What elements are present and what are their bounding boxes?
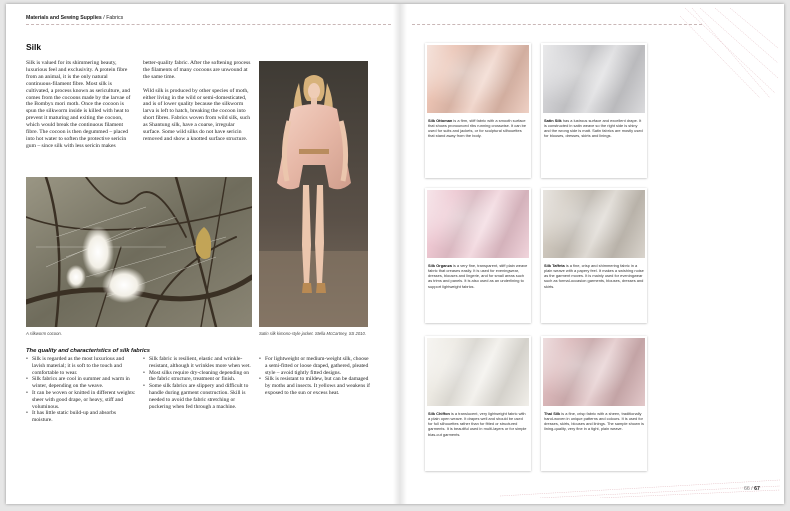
fabric-card-thai-silk bbox=[541, 336, 647, 471]
intro-paragraph-3: Wild silk is produced by other species of moth, either living in the wild or semi-domesticated, and is of lower quality because the silkworm larva is left to hatch, breaking the cocoon into short fibres. Fabrics woven from wild silk, such as Shantung silk, have a coarse, irregular surface. Some wild silks do not have sericin removed and show a knotted surface structure. bbox=[143, 87, 251, 142]
fabric-swatch bbox=[427, 190, 529, 258]
fabric-text: is a firm, stiff fabric with a smooth surface that shows pronounced ribs running crosswise. It can be used for suits and jackets, or for sculptural silhouettes that stand away from the body. bbox=[428, 118, 527, 139]
list-item: • Silk fabric is resilient, elastic and wrinkle-resistant, although it wrinkles more when wet. bbox=[143, 356, 257, 370]
fabric-text: has a lustrous surface and excellent drape. It is constructed in satin weave so the right side is shiny and the wrong side is matt. Satin fabrics are mostly used for blouses, dresses, skirts and linings. bbox=[544, 118, 643, 139]
decorative-lines-bottom bbox=[500, 478, 780, 498]
fabric-description bbox=[544, 411, 644, 432]
fabric-name: Satin Silk bbox=[544, 118, 562, 123]
page-title: Silk bbox=[26, 42, 42, 52]
intro-column-1 bbox=[26, 60, 131, 150]
fabric-swatch bbox=[543, 45, 645, 113]
fabric-swatch bbox=[427, 338, 529, 406]
fabric-text: is a fine, crisp and shimmering fabric in a plain weave with a papery feel. It makes a swishing noise as the garment moves. It is mainly used for eveningwear such as formal-occasion garments, blouses, dresses and skirts. bbox=[544, 263, 644, 289]
fabric-name: Silk Chiffon bbox=[428, 411, 450, 416]
list-item: • Silk is resistant to mildew, but can be damaged by moths and insects. It yellows and weakens if exposed to the sun or excess heat. bbox=[259, 376, 371, 396]
book-gutter bbox=[393, 4, 407, 504]
fabric-swatch bbox=[543, 190, 645, 258]
page-numbers bbox=[744, 486, 760, 492]
fabric-name: Silk Organza bbox=[428, 263, 452, 268]
caption-runway: Satin silk kimono-style jacket. Stella McCartney, SS 2010. bbox=[259, 331, 366, 336]
fabric-description bbox=[428, 263, 528, 289]
fabric-swatch bbox=[543, 338, 645, 406]
running-head-section: Materials and Sewing Supplies bbox=[26, 15, 102, 21]
qualities-list-1 bbox=[26, 356, 136, 424]
silkworm-cocoon-photo bbox=[26, 177, 252, 327]
fabric-name: Silk Taffeta bbox=[544, 263, 565, 268]
header-rule-right bbox=[412, 24, 702, 25]
fabric-swatch bbox=[427, 45, 529, 113]
list-item: • It has little static build-up and absorbs moisture. bbox=[26, 410, 136, 424]
fabric-card-satin-silk bbox=[541, 43, 647, 178]
intro-paragraph-1: Silk is valued for its shimmering beauty, luxurious feel and exclusivity. A protein fibre from an animal, it is the only natural continuous-filament fibre. Most silk is cultivated, a process known as sericulture, and comes from the cocoons made by the larvae of the Bombyx mori moth. Once the cocoon is spun the silkworm inside is killed with heat to prevent it maturing and exiting the cocoon, which would break the continuous filament fibre. The cocoon is then degummed – placed into hot water to soften the protective sericin gum – since silk with less sericin makes bbox=[26, 60, 131, 149]
list-item: • For lightweight or medium-weight silk, choose a semi-fitted or loose draped, gathered, pleated style – avoid tightly fitted designs. bbox=[259, 356, 371, 376]
fabric-name: Thai Silk bbox=[544, 411, 561, 416]
runway-model-photo bbox=[259, 61, 368, 327]
list-item: • It can be woven or knitted in different weights: sheer with good drape, or heavy, stiff and voluminous. bbox=[26, 390, 136, 410]
fabric-card-silk-chiffon bbox=[425, 336, 531, 471]
fabric-description bbox=[544, 118, 644, 139]
running-head-separator: / bbox=[103, 15, 105, 21]
decorative-lines bbox=[680, 8, 780, 98]
list-item: • Most silks require dry-cleaning depending on the fabric structure, treatment or finish. bbox=[143, 370, 257, 384]
fabric-card-silk-ottoman bbox=[425, 43, 531, 178]
qualities-list-3 bbox=[259, 356, 371, 397]
list-item: • Some silk fabrics are slippery and difficult to handle during garment construction. Skill is needed to avoid the fabric stretching or puckering when fed through a machine. bbox=[143, 383, 257, 410]
fabric-text: is a translucent, very lightweight fabric with a plain open weave. It drapes well and should be used for full silhouettes rather than for fitted or structured garments. It is beautiful used in multi-layers or for simple bias-cut garments. bbox=[428, 411, 527, 437]
page-number-right: 67 bbox=[754, 486, 760, 492]
header-rule-left bbox=[26, 24, 391, 25]
running-head bbox=[26, 15, 123, 21]
fabric-text: is a very fine, transparent, stiff plain weave fabric that creases easily. It is used for eveningwear, dresses, blouses and lingerie, and for small areas such as trims and panels. It is also used as an underlining to support lightweight fabrics. bbox=[428, 263, 528, 289]
fabric-description bbox=[544, 263, 644, 289]
fabric-text: is a fine, crisp fabric with a sheen, traditionally hand-woven in unique patterns and colours. It is used for dresses, skirts, blouses and linings. The sample shown is lining-quality, very fine in a tight, plain weave. bbox=[544, 411, 644, 432]
qualities-heading: The quality and characteristics of silk fabrics bbox=[26, 348, 151, 354]
fabric-description bbox=[428, 118, 528, 139]
qualities-list-2 bbox=[143, 356, 257, 410]
fabric-card-silk-organza bbox=[425, 188, 531, 323]
list-item: • Silk fabrics are cool in summer and warm in winter, depending on the weave. bbox=[26, 376, 136, 390]
fabric-card-silk-taffeta bbox=[541, 188, 647, 323]
running-head-chapter: Fabrics bbox=[106, 15, 124, 21]
intro-column-2 bbox=[143, 60, 252, 143]
fabric-description bbox=[428, 411, 528, 437]
page-number-separator: / bbox=[751, 486, 753, 492]
caption-cocoon: A silkworm cocoon. bbox=[26, 331, 62, 336]
page-number-left: 66 bbox=[744, 486, 750, 492]
list-item: • Silk is regarded as the most luxurious and lavish material; it is soft to the touch and comfortable to wear. bbox=[26, 356, 136, 376]
fabric-name: Silk Ottoman bbox=[428, 118, 453, 123]
intro-paragraph-2: better-quality fabric. After the softening process the filaments of many cocoons are unwound at the same time. bbox=[143, 60, 251, 80]
